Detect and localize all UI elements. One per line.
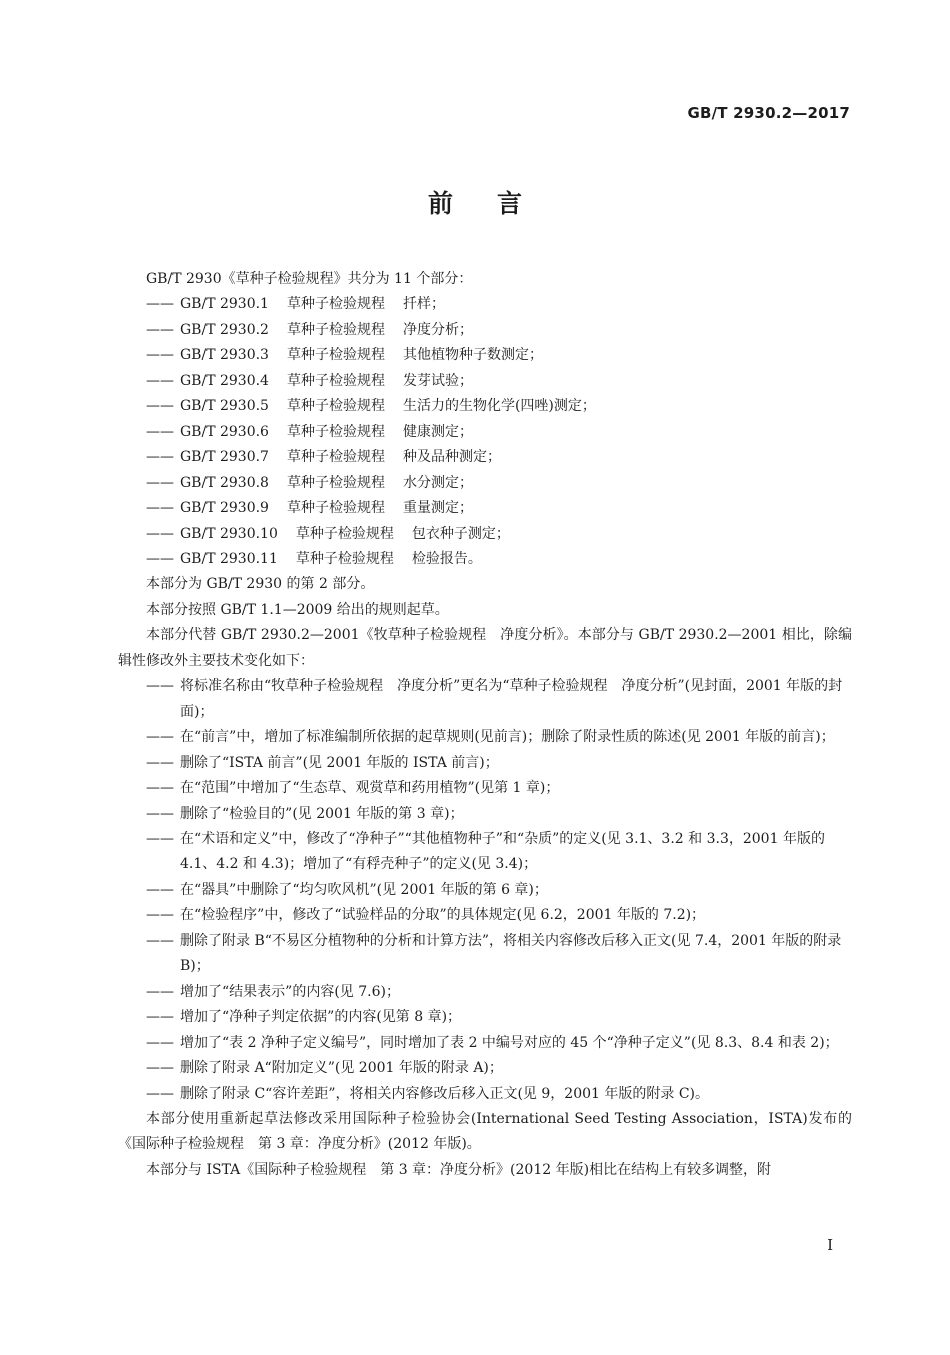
standard-code: GB/T 2930.2—2017 xyxy=(687,104,850,122)
part-name: 扦样； xyxy=(402,296,445,313)
part-series: 草种子检验规程 xyxy=(295,550,394,567)
list-item xyxy=(118,802,852,827)
list-item xyxy=(118,751,852,776)
change-text: 增加了“净种子判定依据”的内容(见第 8 章)； xyxy=(180,1009,462,1026)
dash: —— xyxy=(146,296,174,313)
dash: —— xyxy=(146,780,174,797)
changes-list xyxy=(118,674,852,1107)
change-text: 删除了附录 A“附加定义”(见 2001 年版的附录 A)； xyxy=(180,1060,503,1077)
intro-paragraph: GB/T 2930《草种子检验规程》共分为 11 个部分： xyxy=(146,271,473,287)
change-text: 在“范围”中增加了“生态草、观赏草和药用植物”(见第 1 章)； xyxy=(180,780,560,797)
part-name: 发芽试验； xyxy=(402,372,473,389)
list-item xyxy=(118,827,852,878)
part-name: 重量测定； xyxy=(402,500,473,517)
part-series: 草种子检验规程 xyxy=(286,296,385,313)
list-item xyxy=(118,903,852,928)
part-series: 草种子检验规程 xyxy=(295,525,394,542)
part-name: 健康测定； xyxy=(402,423,473,440)
part-code: GB/T 2930.5 xyxy=(180,398,269,415)
part-series: 草种子检验规程 xyxy=(286,500,385,517)
list-item xyxy=(118,445,852,470)
part-series: 草种子检验规程 xyxy=(286,449,385,466)
list-item xyxy=(118,929,852,980)
dash: —— xyxy=(146,932,174,949)
dash: —— xyxy=(146,1009,174,1026)
list-item xyxy=(118,471,852,496)
dash: —— xyxy=(146,983,174,1000)
part-of-paragraph: 本部分为 GB/T 2930 的第 2 部分。 xyxy=(146,576,375,593)
change-text: 增加了“结果表示”的内容(见 7.6)； xyxy=(180,983,400,1000)
drafting-paragraph: 本部分按照 GB/T 1.1—2009 给出的规则起草。 xyxy=(146,601,449,618)
change-text: 删除了“检验目的”(见 2001 年版的第 3 章)； xyxy=(180,805,464,822)
list-item xyxy=(118,394,852,419)
part-name: 包衣种子测定； xyxy=(411,525,510,542)
dash: —— xyxy=(146,500,174,517)
dash: —— xyxy=(146,347,174,364)
list-item xyxy=(118,1031,852,1056)
dash: —— xyxy=(146,449,174,466)
dash: —— xyxy=(146,372,174,389)
parts-list xyxy=(118,292,852,572)
list-item xyxy=(118,776,852,801)
part-series: 草种子检验规程 xyxy=(286,372,385,389)
list-item xyxy=(118,1082,852,1107)
part-code: GB/T 2930.11 xyxy=(180,550,278,567)
dash: —— xyxy=(146,907,174,924)
list-item xyxy=(118,1056,852,1081)
part-code: GB/T 2930.1 xyxy=(180,296,269,313)
part-code: GB/T 2930.4 xyxy=(180,372,269,389)
dash: —— xyxy=(146,1085,174,1102)
dash: —— xyxy=(146,1060,174,1077)
change-text: 将标准名称由“牧草种子检验规程 净度分析”更名为“草种子检验规程 净度分析”(见封面，2001 年版的封面)； xyxy=(180,678,843,720)
part-name: 其他植物种子数测定； xyxy=(402,347,543,364)
part-name: 检验报告。 xyxy=(411,550,482,567)
change-text: 删除了附录 B“不易区分植物种的分析和计算方法”，将相关内容修改后移入正文(见 7.4，2001 年版的附录 B)； xyxy=(180,932,842,975)
dash: —— xyxy=(146,830,174,847)
change-text: 在“检验程序”中，修改了“试验样品的分取”的具体规定(见 6.2，2001 年版的 7.2)； xyxy=(180,907,706,924)
dash: —— xyxy=(146,1034,174,1051)
list-item xyxy=(118,674,852,725)
part-code: GB/T 2930.3 xyxy=(180,347,269,364)
list-item xyxy=(118,980,852,1005)
part-code: GB/T 2930.2 xyxy=(180,321,269,338)
compare-paragraph: 本部分与 ISTA《国际种子检验规程 第 3 章：净度分析》(2012 年版)相比在结构上有较多调整，附 xyxy=(146,1161,772,1178)
dash: —— xyxy=(146,550,174,567)
list-item xyxy=(118,343,852,368)
dash: —— xyxy=(146,805,174,822)
page-number: I xyxy=(827,1236,833,1254)
change-text: 删除了“ISTA 前言”(见 2001 年版的 ISTA 前言)； xyxy=(180,754,499,771)
list-item xyxy=(118,292,852,317)
change-text: 删除了附录 C“容许差距”，将相关内容修改后移入正文(见 9，2001 年版的附录 C)。 xyxy=(180,1085,709,1102)
list-item xyxy=(118,496,852,521)
dash: —— xyxy=(146,754,174,771)
part-name: 水分测定； xyxy=(402,474,473,491)
dash: —— xyxy=(146,525,174,542)
part-series: 草种子检验规程 xyxy=(286,398,385,415)
list-item xyxy=(118,522,852,547)
part-code: GB/T 2930.10 xyxy=(180,525,278,542)
list-item xyxy=(118,318,852,343)
page-title: 前言 xyxy=(427,189,566,218)
dash: —— xyxy=(146,423,174,440)
list-item xyxy=(118,369,852,394)
part-series: 草种子检验规程 xyxy=(286,347,385,364)
part-series: 草种子检验规程 xyxy=(286,423,385,440)
list-item xyxy=(118,420,852,445)
list-item xyxy=(118,878,852,903)
dash: —— xyxy=(146,321,174,338)
dash: —— xyxy=(146,881,174,898)
change-text: 在“前言”中，增加了标准编制所依据的起草规则(见前言)；删除了附录性质的陈述(见 2001 年版的前言)； xyxy=(180,729,835,746)
ista-paragraph: 本部分使用重新起草法修改采用国际种子检验协会(International Seed Testing Association，ISTA)发布的《国际种子检验规程 第 3 章：净度分析》(2012 年版)。 xyxy=(118,1110,852,1153)
dash: —— xyxy=(146,729,174,746)
part-code: GB/T 2930.7 xyxy=(180,449,269,466)
replaces-paragraph: 本部分代替 GB/T 2930.2—2001《牧草种子检验规程 净度分析》。本部分与 GB/T 2930.2—2001 相比，除编辑性修改外主要技术变化如下： xyxy=(118,627,852,669)
part-name: 种及品种测定； xyxy=(402,449,501,466)
change-text: 增加了“表 2 净种子定义编号”，同时增加了表 2 中编号对应的 45 个“净种子定义”(见 8.3、8.4 和表 2)； xyxy=(180,1034,839,1051)
change-text: 在“器具”中删除了“均匀吹风机”(见 2001 年版的第 6 章)； xyxy=(180,881,548,898)
foreword-body xyxy=(118,267,852,1183)
list-item xyxy=(118,1005,852,1030)
part-series: 草种子检验规程 xyxy=(286,321,385,338)
part-name: 生活力的生物化学(四唑)测定； xyxy=(402,398,596,415)
part-series: 草种子检验规程 xyxy=(286,474,385,491)
part-code: GB/T 2930.6 xyxy=(180,423,269,440)
change-text: 在“术语和定义”中，修改了“净种子”“其他植物种子”和“杂质”的定义(见 3.1、3.2 和 3.3，2001 年版的 4.1、4.2 和 4.3)；增加了“有稃壳种子”的定义(见 3.4)； xyxy=(180,830,825,873)
dash: —— xyxy=(146,398,174,415)
part-code: GB/T 2930.8 xyxy=(180,474,269,491)
dash: —— xyxy=(146,474,174,491)
list-item xyxy=(118,725,852,750)
part-name: 净度分析； xyxy=(402,321,473,338)
part-code: GB/T 2930.9 xyxy=(180,500,269,517)
list-item xyxy=(118,547,852,572)
dash: —— xyxy=(146,678,174,695)
